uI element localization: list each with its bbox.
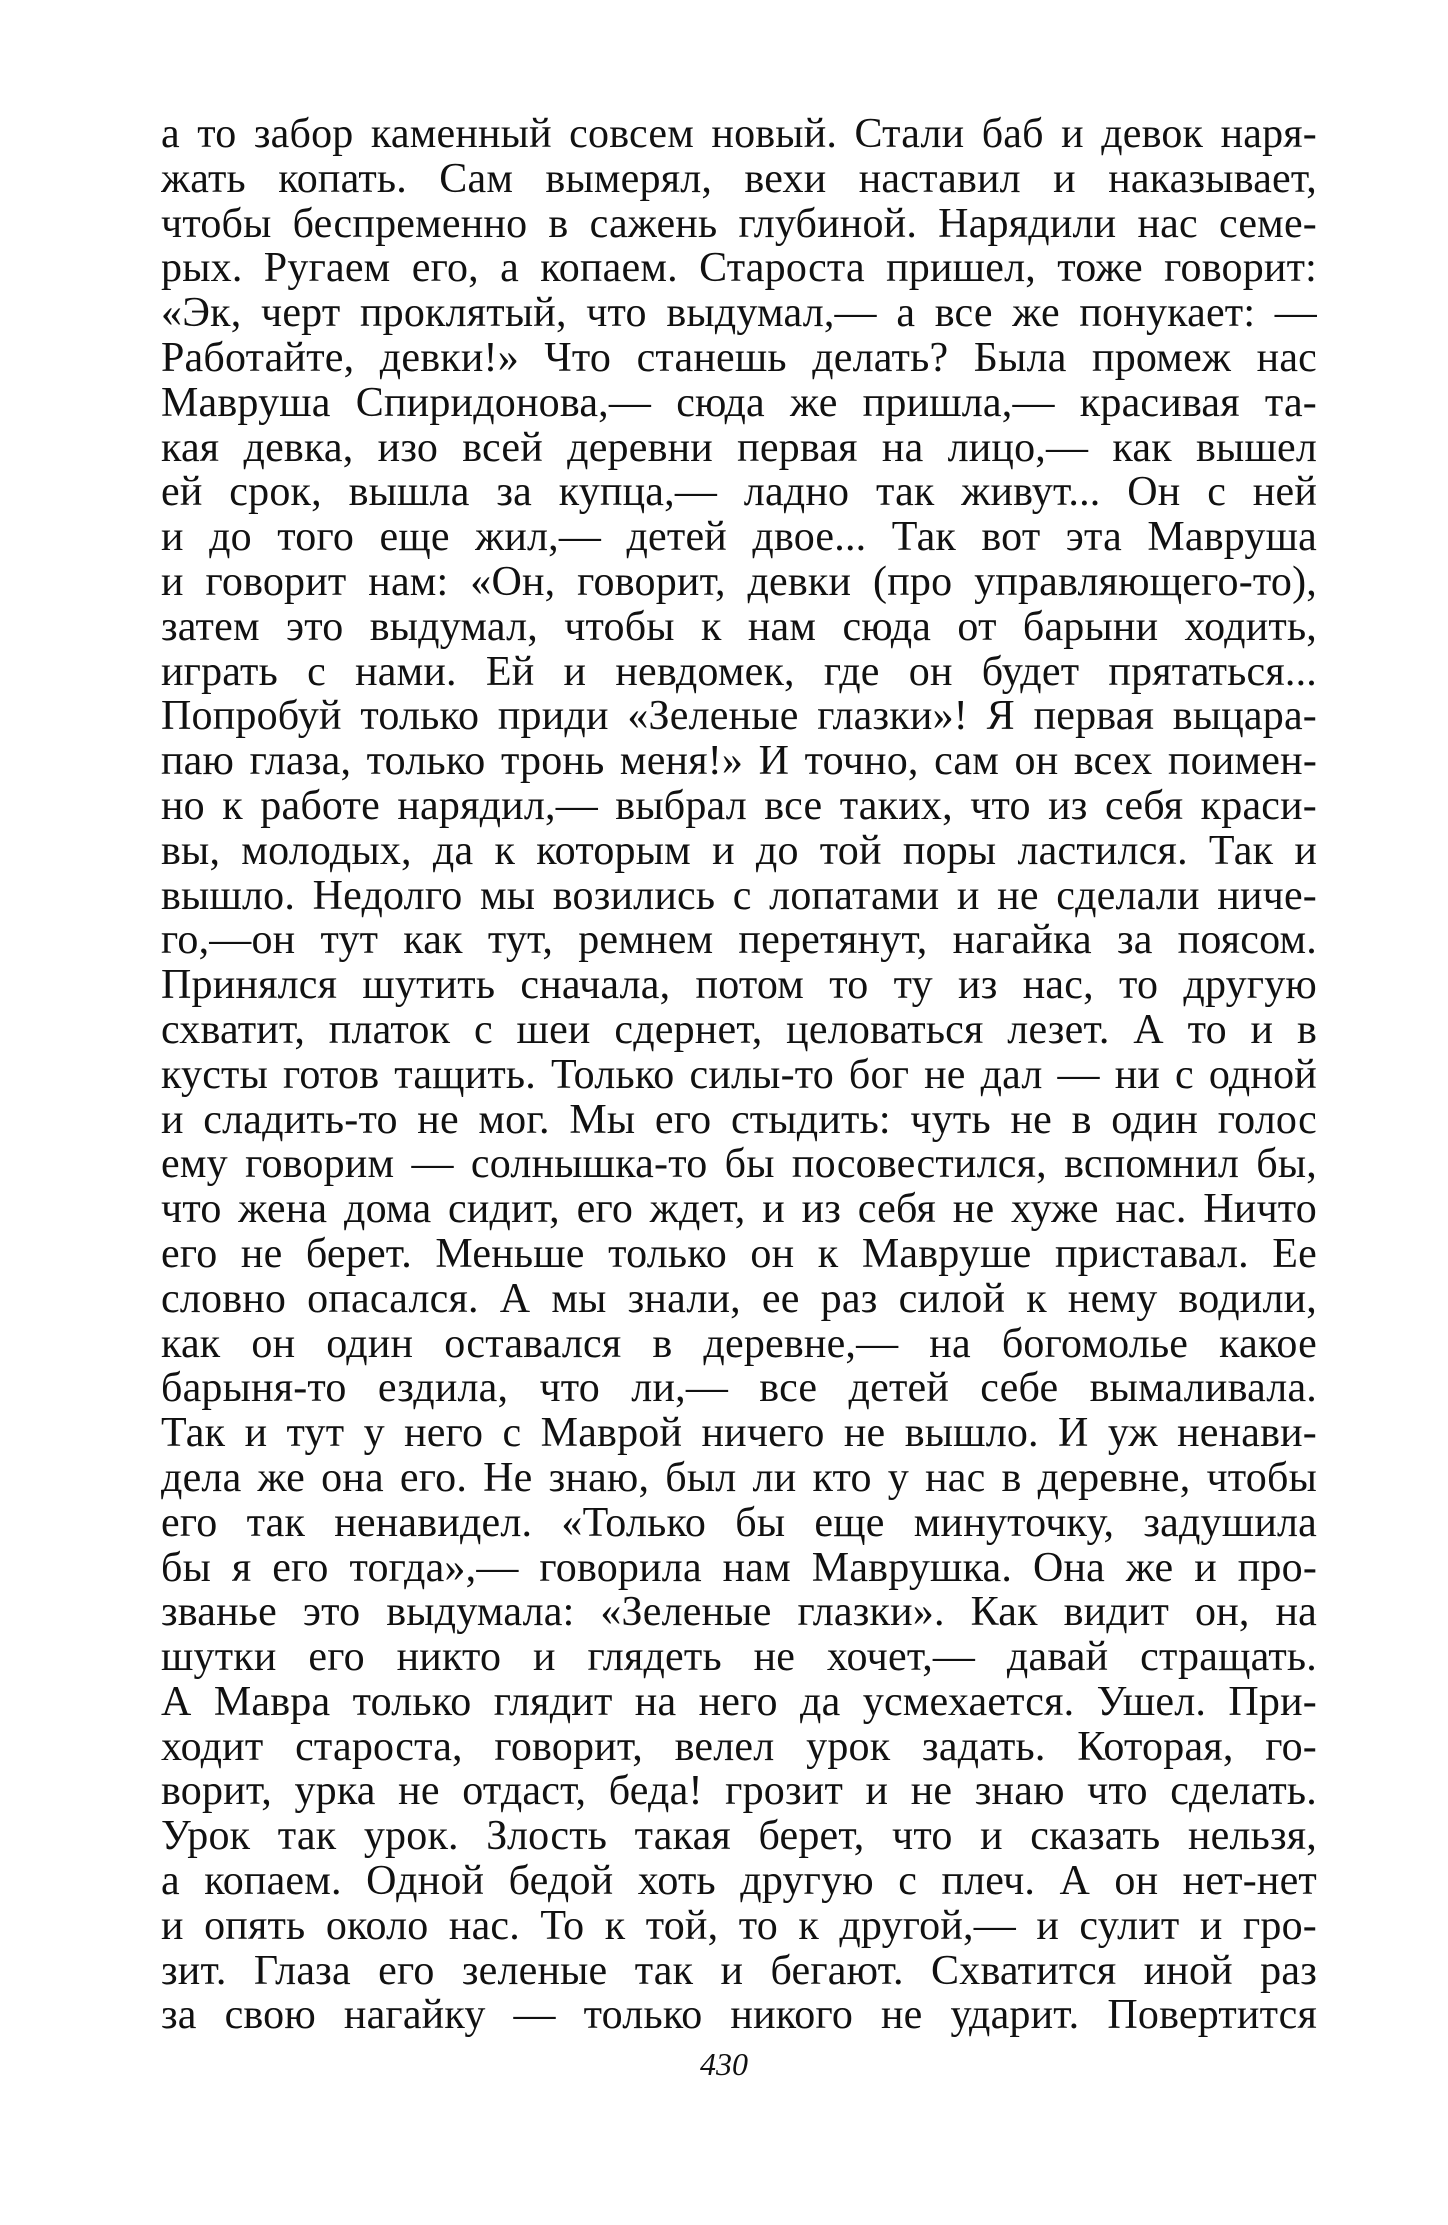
text-line: как он один оставался в деревне,— на богомолье какое [161,1321,1317,1367]
text-line: вы, молодых, да к которым и до той поры ластился. Так и [161,828,1317,874]
text-line: и сладить-то не мог. Мы его стыдить: чуть не в один голос [161,1097,1317,1143]
text-line: и говорит нам: «Он, говорит, девки (про управляющего-то), [161,559,1317,605]
text-line: Работайте, девки!» Что станешь делать? Была промеж нас [161,335,1317,381]
text-line: Попробуй только приди «Зеленые глазки»! Я первая выцара- [161,694,1317,740]
text-line: играть с нами. Ей и невдомек, где он будет прятаться... [161,649,1317,695]
text-line: А Мавра только глядит на него да усмехается. Ушел. При- [161,1679,1317,1725]
text-line: бы я его тогда»,— говорила нам Маврушка. Она же и про- [161,1545,1317,1591]
text-line: ворит, урка не отдаст, беда! грозит и не знаю что сделать. [161,1769,1317,1815]
text-line: паю глаза, только тронь меня!» И точно, сам он всех поимен- [161,739,1317,784]
text-line: Мавруша Спиридонова,— сюда же пришла,— красивая та- [161,380,1317,426]
text-line: шутки его никто и глядеть не хочет,— давай стращать. [161,1635,1317,1680]
text-line: ей срок, вышла за купца,— ладно так живут... Он с ней [161,470,1317,516]
text-line: схватит, платок с шеи сдернет, целоваться лезет. А то и в [161,1007,1317,1053]
text-line: чтобы беспременно в сажень глубиной. Нарядили нас семе- [161,201,1317,247]
text-line: словно опасался. А мы знали, ее раз силой к нему водили, [161,1276,1317,1322]
text-line: барыня-то ездила, что ли,— все детей себе вымаливала. [161,1366,1317,1412]
text-line: кая девка, изо всей деревни первая на лицо,— как вышел [161,425,1317,471]
text-line: но к работе нарядил,— выбрал все таких, что из себя краси- [161,783,1317,829]
text-line: жать копать. Сам вымерял, вехи наставил и наказывает, [161,156,1317,202]
text-line: ему говорим — солнышка-то бы посовестился, вспомнил бы, [161,1142,1317,1188]
text-line: Так и тут у него с Маврой ничего не вышло. И уж ненави- [161,1411,1317,1456]
text-line: его так ненавидел. «Только бы еще минуточку, задушила [161,1500,1317,1546]
text-line: и до того еще жил,— детей двое... Так вот эта Мавруша [161,515,1317,560]
text-line: и опять около нас. То к той, то к другой,— и сулит и гро- [161,1903,1317,1949]
text-line: за свою нагайку — только никого не ударит. Повертится [161,1993,1317,2039]
text-line: ходит староста, говорит, велел урок задать. Которая, го- [161,1724,1317,1770]
text-line: Принялся шутить сначала, потом то ту из нас, то другую [161,963,1317,1008]
text-line: кусты готов тащить. Только силы-то бог не дал — ни с одной [161,1052,1317,1098]
text-line: что жена дома сидит, его ждет, и из себя не хуже нас. Ничто [161,1187,1317,1232]
text-line: а то забор каменный совсем новый. Стали баб и девок наря- [161,112,1317,157]
page-number: 430 [700,2046,748,2082]
text-line: рых. Ругаем его, а копаем. Староста пришел, тоже говорит: [161,246,1317,292]
body-text [161,112,1317,2038]
text-line: званье это выдумала: «Зеленые глазки». Как видит он, на [161,1590,1317,1636]
text-line: «Эк, черт проклятый, что выдумал,— а все же понукает: — [161,291,1317,336]
text-line: дела же она его. Не знаю, был ли кто у нас в деревне, чтобы [161,1455,1317,1501]
text-line: вышло. Недолго мы возились с лопатами и не сделали ниче- [161,873,1317,919]
text-line: его не берет. Меньше только он к Мавруше приставал. Ее [161,1231,1317,1277]
text-line: а копаем. Одной бедой хоть другую с плеч. А он нет-нет [161,1859,1317,1904]
text-line: го,—он тут как тут, ремнем перетянут, нагайка за поясом. [161,918,1317,964]
text-line: затем это выдумал, чтобы к нам сюда от барыни ходить, [161,604,1317,650]
text-line: Урок так урок. Злость такая берет, что и сказать нельзя, [161,1814,1317,1860]
text-line: зит. Глаза его зеленые так и бегают. Схватится иной раз [161,1948,1317,1994]
